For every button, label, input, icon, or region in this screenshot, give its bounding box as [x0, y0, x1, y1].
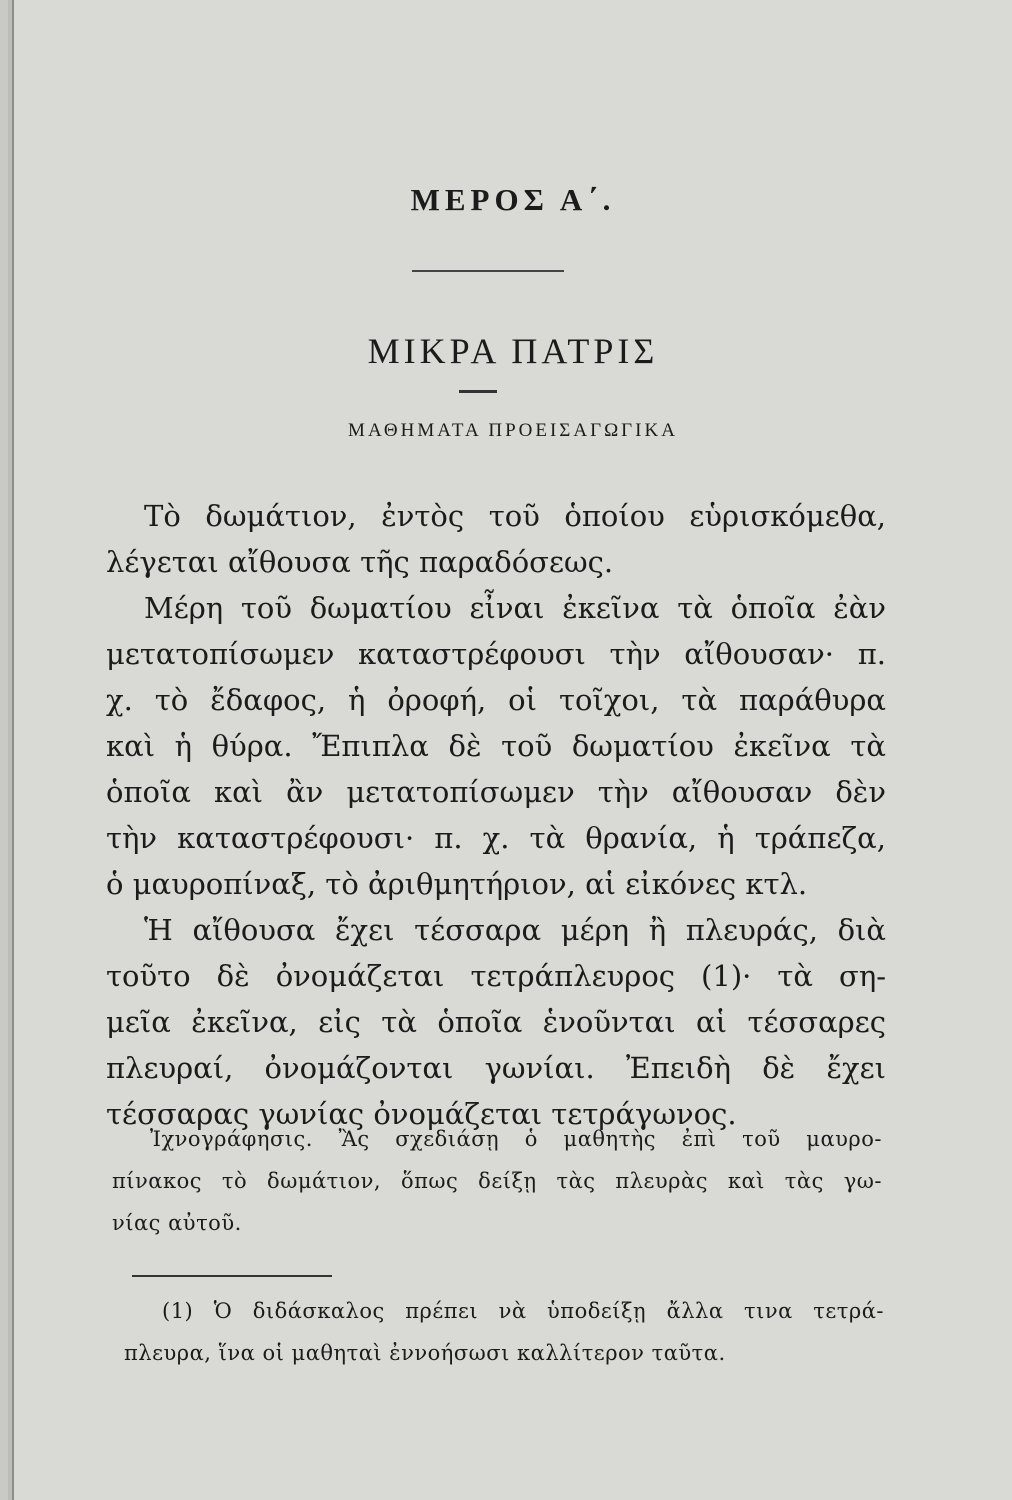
- text-line: Ἡ αἴθουσα ἔχει τέσσαρα μέρη ἢ πλευράς, διὰ: [144, 913, 886, 947]
- exercise-line: νίας αὐτοῦ.: [112, 1211, 242, 1235]
- heading-divider: [412, 270, 564, 272]
- text-line: πλευραί, ὀνομάζονται γωνίαι. Ἐπειδὴ δὲ ἔχει: [106, 1051, 886, 1085]
- body-text: [106, 493, 886, 1137]
- part-heading: ΜΕΡΟΣ Α΄.: [410, 182, 616, 217]
- text-line: Μέρη τοῦ δωματίου εἶναι ἐκεῖνα τὰ ὁποῖα ἐὰν: [144, 591, 886, 625]
- text-line: Τὸ δωμάτιον, ἐντὸς τοῦ ὁποίου εὑρισκόμεθα,: [144, 499, 886, 533]
- text-line: χ. τὸ ἔδαφος, ἡ ὀροφή, οἱ τοῖχοι, τὰ παράθυρα: [106, 683, 886, 717]
- text-line: τοῦτο δὲ ὀνομάζεται τετράπλευρος (1)· τὰ ση-: [106, 959, 886, 993]
- footnote-divider: [132, 1275, 332, 1277]
- title-divider: [459, 390, 497, 393]
- section-subtitle: ΜΑΘΗΜΑΤΑ ΠΡΟΕΙΣΑΓΩΓΙΚΑ: [348, 420, 678, 441]
- footnote: [124, 1290, 884, 1374]
- text-line: λέγεται αἴθουσα τῆς παραδόσεως.: [106, 545, 614, 579]
- exercise-line: Ἰχνογράφησις. Ἂς σχεδιάσῃ ὁ μαθητὴς ἐπὶ τοῦ μαυρο-: [150, 1127, 882, 1151]
- footnote-line: πλευρα, ἵνα οἱ μαθηταὶ ἐννοήσωσι καλλίτερον ταῦτα.: [124, 1341, 726, 1365]
- book-page: [14, 0, 1012, 1500]
- text-line: μετατοπίσωμεν καταστρέφουσι τὴν αἴθουσαν· π.: [106, 637, 886, 671]
- text-line: ὁ μαυροπίναξ, τὸ ἀριθμητήριον, αἱ εἰκόνες κτλ.: [106, 867, 808, 901]
- text-line: τὴν καταστρέφουσι· π. χ. τὰ θρανία, ἡ τράπεζα,: [106, 821, 886, 855]
- drawing-exercise: [112, 1118, 882, 1244]
- text-line: μεῖα ἐκεῖνα, εἰς τὰ ὁποῖα ἑνοῦνται αἱ τέσσαρες: [106, 1005, 886, 1039]
- chapter-title: ΜΙΚΡΑ ΠΑΤΡΙΣ: [367, 331, 659, 371]
- exercise-line: πίνακος τὸ δωμάτιον, ὅπως δείξῃ τὰς πλευρὰς καὶ τὰς γω-: [112, 1169, 882, 1193]
- text-line: τέσσαρας γωνίας ὀνομάζεται τετράγωνος.: [106, 1097, 737, 1131]
- text-line: ὁποῖα καὶ ἂν μετατοπίσωμεν τὴν αἴθουσαν δὲν: [106, 775, 886, 809]
- footnote-line: (1) Ὁ διδάσκαλος πρέπει νὰ ὑποδείξῃ ἄλλα τινα τετρά-: [162, 1299, 884, 1323]
- text-line: καὶ ἡ θύρα. Ἔπιπλα δὲ τοῦ δωματίου ἐκεῖνα τὰ: [106, 729, 886, 763]
